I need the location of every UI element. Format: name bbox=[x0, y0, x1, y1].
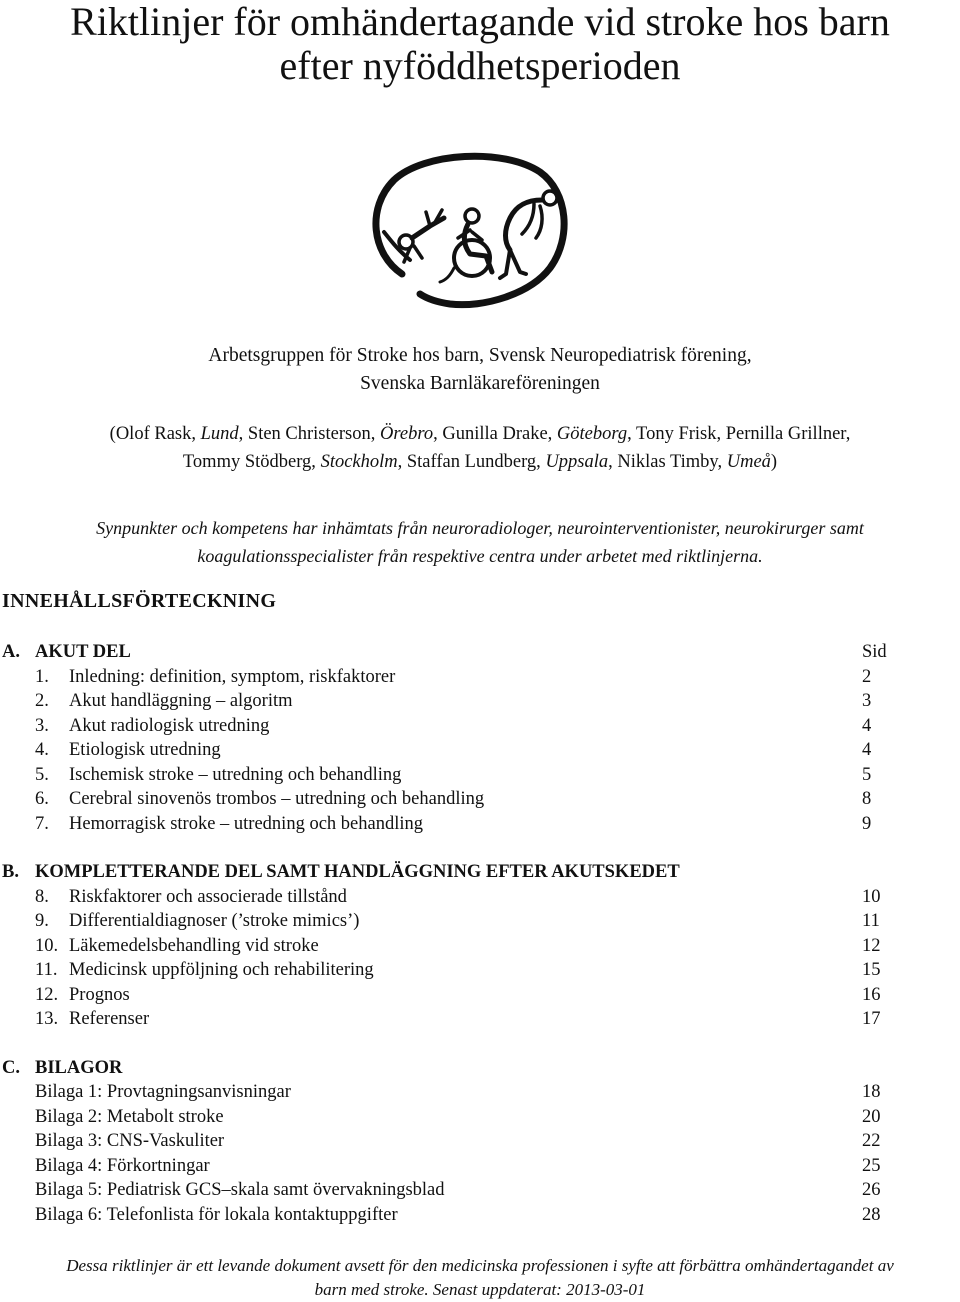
toc-entry[interactable] bbox=[2, 763, 892, 788]
entry-label: Prognos bbox=[69, 984, 130, 1005]
section-title: AKUT DEL bbox=[35, 642, 131, 662]
entry-number: 10. bbox=[35, 935, 59, 956]
entry-number: 8. bbox=[35, 886, 49, 907]
toc-entry[interactable] bbox=[2, 934, 892, 959]
author-city: Göteborg bbox=[556, 424, 628, 444]
entry-page: 4 bbox=[862, 740, 872, 760]
section-letter: B. bbox=[2, 862, 19, 882]
stroke-children-logo-icon bbox=[354, 146, 578, 310]
toc-entry[interactable] bbox=[2, 885, 892, 910]
footer-line-1: Dessa riktlinjer är ett levande dokument avsett för den medicinska professionen i syfte att förbättra omhändertagandet av bbox=[66, 1256, 894, 1275]
organization-line-1: Arbetsgruppen för Stroke hos barn, Svensk Neuropediatrisk förening, bbox=[208, 345, 752, 366]
page-title bbox=[0, 0, 960, 88]
entry-page: 17 bbox=[862, 1009, 881, 1029]
entry-page: 18 bbox=[862, 1082, 881, 1102]
entry-page: 26 bbox=[862, 1180, 881, 1200]
title-line-2: efter nyföddhetsperioden bbox=[279, 43, 681, 88]
entry-label: Bilaga 5: Pediatrisk GCS–skala samt övervakningsblad bbox=[35, 1180, 445, 1200]
toc-entry[interactable] bbox=[2, 714, 892, 739]
consultation-line-1: Synpunkter och kompetens har inhämtats från neuroradiologer, neurointerventionister, neurokirurger samt bbox=[96, 518, 864, 538]
consultation-note bbox=[0, 514, 960, 570]
toc-entry[interactable] bbox=[2, 909, 892, 934]
toc-entry[interactable] bbox=[2, 812, 892, 837]
entry-page: 16 bbox=[862, 984, 881, 1005]
authors-block bbox=[0, 420, 960, 476]
author-city: Lund bbox=[200, 424, 239, 444]
entry-label: Medicinsk uppföljning och rehabilitering bbox=[69, 960, 374, 980]
authors-line-2 bbox=[0, 448, 960, 476]
entry-label: Hemorragisk stroke – utredning och behandling bbox=[69, 813, 423, 834]
page-column-header: Sid bbox=[862, 642, 887, 662]
section-spacer bbox=[2, 1032, 892, 1056]
author-text: Tommy Stödberg, bbox=[182, 452, 321, 472]
entry-label: Läkemedelsbehandling vid stroke bbox=[69, 935, 319, 956]
authors-line-1 bbox=[0, 420, 960, 448]
entry-label: Bilaga 1: Provtagningsanvisningar bbox=[35, 1082, 291, 1102]
consultation-line-2: koagulationsspecialister från respektive centra under arbetet med riktlinjerna. bbox=[197, 546, 763, 566]
section-letter: A. bbox=[2, 642, 20, 662]
entry-number: 6. bbox=[35, 789, 49, 809]
entry-page: 25 bbox=[862, 1155, 881, 1176]
entry-label: Akut radiologisk utredning bbox=[69, 715, 270, 736]
entry-label: Riskfaktorer och associerade tillstånd bbox=[69, 886, 347, 907]
author-city: Örebro bbox=[379, 424, 434, 444]
toc-entry[interactable] bbox=[2, 665, 892, 690]
entry-label: Referenser bbox=[69, 1009, 150, 1029]
entry-page: 2 bbox=[862, 666, 872, 687]
toc-entry[interactable] bbox=[2, 1007, 892, 1032]
entry-label: Etiologisk utredning bbox=[69, 740, 221, 760]
toc-entry[interactable] bbox=[2, 738, 892, 763]
organization-line-2: Svenska Barnläkareföreningen bbox=[360, 373, 600, 394]
entry-number: 3. bbox=[35, 715, 49, 736]
entry-page: 12 bbox=[862, 935, 881, 956]
author-text: , Tony Frisk, Pernilla Grillner, bbox=[627, 424, 851, 444]
toc-entry[interactable] bbox=[2, 1203, 892, 1228]
footer-line-2: barn med stroke. Senast uppdaterat: 2013-03-01 bbox=[314, 1280, 646, 1299]
entry-page: 10 bbox=[862, 886, 881, 907]
entry-page: 9 bbox=[862, 813, 872, 834]
entry-page: 20 bbox=[862, 1106, 881, 1127]
entry-number: 2. bbox=[35, 691, 49, 711]
entry-number: 5. bbox=[35, 764, 49, 785]
author-text: , Gunilla Drake, bbox=[433, 424, 557, 444]
title-line-1: Riktlinjer för omhändertagande vid stroke hos barn bbox=[70, 0, 890, 44]
entry-number: 9. bbox=[35, 911, 49, 931]
entry-label: Bilaga 2: Metabolt stroke bbox=[35, 1106, 224, 1127]
toc-section-header bbox=[2, 640, 892, 665]
page-footer bbox=[0, 1254, 960, 1302]
author-text: ) bbox=[770, 452, 778, 472]
toc-entry[interactable] bbox=[2, 1080, 892, 1105]
author-text: , Staffan Lundberg, bbox=[397, 452, 546, 472]
toc-entry[interactable] bbox=[2, 1105, 892, 1130]
entry-number: 13. bbox=[35, 1009, 59, 1029]
author-city: Stockholm bbox=[320, 452, 398, 472]
section-title: BILAGOR bbox=[35, 1057, 123, 1078]
toc-section-header bbox=[2, 860, 892, 885]
entry-label: Akut handläggning – algoritm bbox=[69, 691, 293, 711]
author-text: , Niklas Timby, bbox=[608, 452, 727, 472]
table-of-contents bbox=[2, 640, 892, 1227]
toc-entry[interactable] bbox=[2, 958, 892, 983]
author-city: Umeå bbox=[726, 452, 771, 472]
toc-section-header bbox=[2, 1056, 892, 1081]
section-title: KOMPLETTERANDE DEL SAMT HANDLÄGGNING EFTER AKUTSKEDET bbox=[35, 862, 680, 882]
entry-page: 8 bbox=[862, 789, 872, 809]
toc-entry[interactable] bbox=[2, 1154, 892, 1179]
entry-label: Differentialdiagnoser (’stroke mimics’) bbox=[69, 911, 360, 931]
entry-label: Cerebral sinovenös trombos – utredning och behandling bbox=[69, 789, 485, 809]
entry-label: Bilaga 3: CNS-Vaskuliter bbox=[35, 1131, 225, 1151]
entry-number: 7. bbox=[35, 813, 49, 834]
entry-page: 28 bbox=[862, 1204, 881, 1225]
organization-block bbox=[0, 342, 960, 398]
entry-page: 11 bbox=[862, 911, 880, 931]
toc-heading: INNEHÅLLSFÖRTECKNING bbox=[2, 590, 277, 612]
entry-label: Ischemisk stroke – utredning och behandling bbox=[69, 764, 402, 785]
entry-page: 5 bbox=[862, 764, 872, 785]
toc-entry[interactable] bbox=[2, 983, 892, 1008]
author-text: , Sten Christerson, bbox=[238, 424, 380, 444]
section-letter: C. bbox=[2, 1057, 20, 1078]
author-city: Uppsala bbox=[545, 452, 609, 472]
entry-label: Bilaga 4: Förkortningar bbox=[35, 1155, 210, 1176]
toc-entry[interactable] bbox=[2, 689, 892, 714]
entry-page: 3 bbox=[862, 691, 872, 711]
entry-label: Bilaga 6: Telefonlista för lokala kontaktuppgifter bbox=[35, 1204, 398, 1225]
toc-entry[interactable] bbox=[2, 1178, 892, 1203]
entry-label: Inledning: definition, symptom, riskfaktorer bbox=[69, 666, 396, 687]
entry-page: 4 bbox=[862, 715, 872, 736]
author-text: (Olof Rask, bbox=[109, 424, 201, 444]
entry-number: 1. bbox=[35, 666, 49, 687]
entry-page: 15 bbox=[862, 960, 881, 980]
section-spacer bbox=[2, 836, 892, 860]
entry-number: 4. bbox=[35, 740, 49, 760]
entry-number: 12. bbox=[35, 984, 59, 1005]
entry-page: 22 bbox=[862, 1131, 881, 1151]
entry-number: 11. bbox=[35, 960, 58, 980]
toc-entry[interactable] bbox=[2, 1129, 892, 1154]
toc-entry[interactable] bbox=[2, 787, 892, 812]
